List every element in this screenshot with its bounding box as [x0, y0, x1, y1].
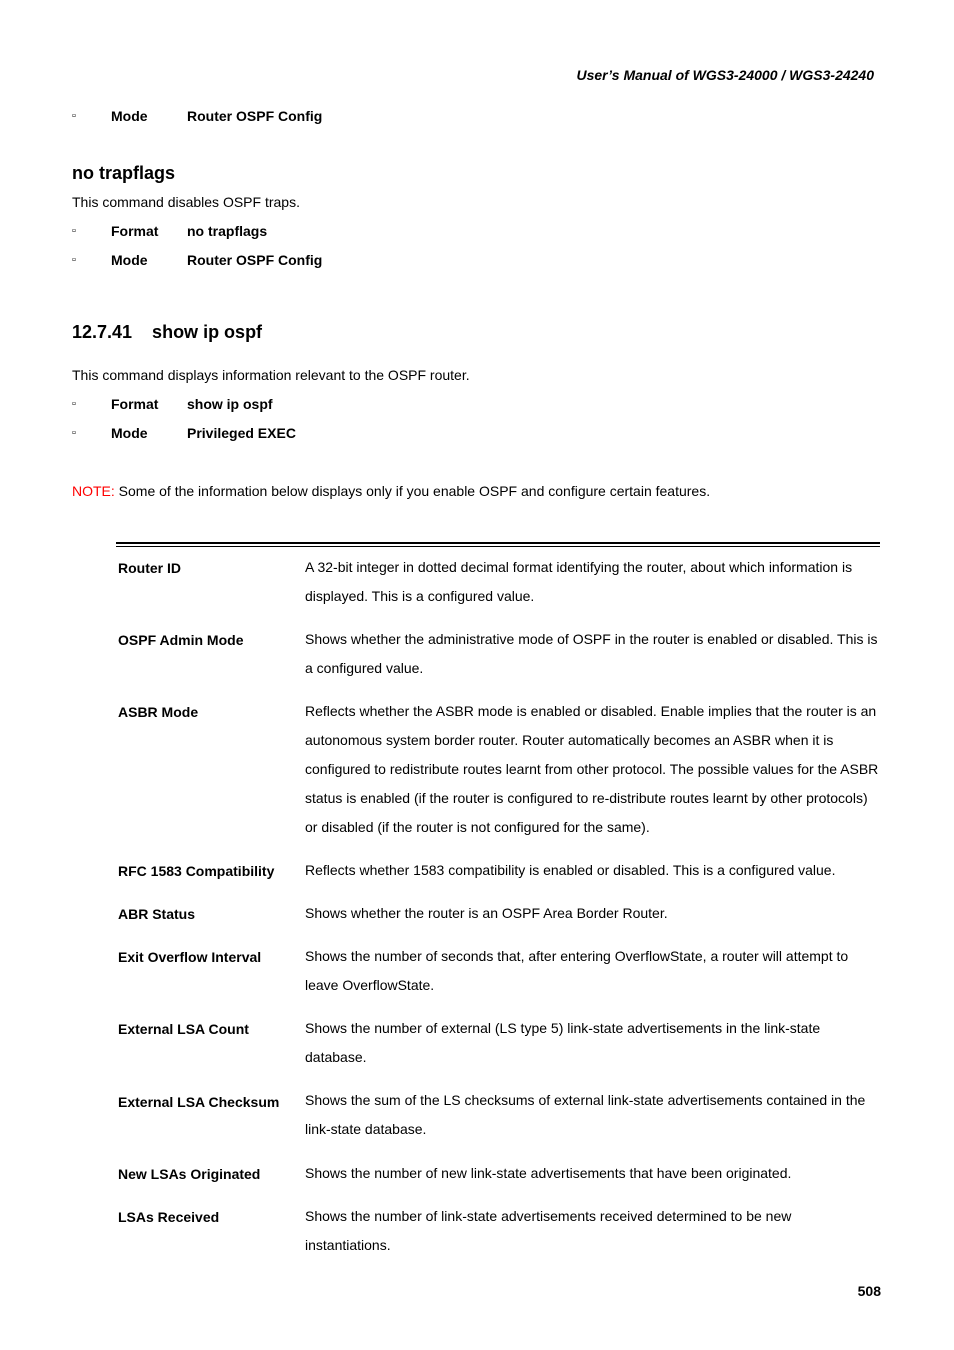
- param-label: Format: [111, 396, 159, 412]
- definition-term: Router ID: [118, 560, 181, 576]
- definition-description: Shows the number of link-state advertisements received determined to be new instantiations.: [305, 1208, 792, 1253]
- param-value: Privileged EXEC: [187, 425, 296, 441]
- definition-term: OSPF Admin Mode: [118, 632, 244, 648]
- no-trapflags-description: This command disables OSPF traps.: [72, 194, 300, 210]
- param-label: Mode: [111, 425, 148, 441]
- note: [72, 483, 710, 499]
- definition-description: Shows whether the router is an OSPF Area Border Router.: [305, 905, 668, 921]
- definition-term: External LSA Count: [118, 1021, 249, 1037]
- note-text: Some of the information below displays only if you enable OSPF and configure certain features.: [114, 483, 711, 499]
- bullet-icon: ▫: [72, 254, 76, 266]
- note-label: NOTE:: [72, 483, 115, 499]
- definition-term: RFC 1583 Compatibility: [118, 863, 275, 879]
- param-label: Format: [111, 223, 159, 239]
- page-header-title: User’s Manual of WGS3-24000 / WGS3-24240: [576, 67, 874, 83]
- definition-term: ASBR Mode: [118, 704, 199, 720]
- definition-description: Shows the number of seconds that, after entering OverflowState, a router will attempt to leave OverflowState.: [305, 948, 849, 993]
- param-label: Mode: [111, 252, 148, 268]
- bullet-icon: ▫: [72, 110, 76, 122]
- section-heading: 12.7.41 show ip ospf: [72, 322, 263, 342]
- table-top-rule-thin: [116, 546, 880, 547]
- definition-term: LSAs Received: [118, 1209, 220, 1225]
- show-ip-ospf-description: This command displays information relevant to the OSPF router.: [72, 367, 470, 383]
- table-top-rule: [116, 542, 880, 544]
- param-value: show ip ospf: [187, 396, 273, 412]
- definition-description: A 32-bit integer in dotted decimal format identifying the router, about which information is displayed. This is a configured value.: [305, 559, 853, 604]
- page-number: 508: [857, 1283, 881, 1299]
- bullet-icon: ▫: [72, 225, 76, 237]
- definition-description: Shows the number of new link-state advertisements that have been originated.: [305, 1165, 792, 1181]
- definition-description: Reflects whether the ASBR mode is enabled or disabled. Enable implies that the router is an autonomous system border router. Router automatically becomes an ASBR when it is configured to redistribute routes learnt from other protocol. The possible values for the ASBR status is enabled (if the router is configured to re-distribute routes learnt by other protocols) or disabled (if the router is not configured for the same).: [305, 703, 879, 835]
- definition-description: Shows the number of external (LS type 5) link-state advertisements in the link-state database.: [305, 1020, 821, 1065]
- no-trapflags-heading: no trapflags: [72, 163, 176, 183]
- bullet-icon: ▫: [72, 398, 76, 410]
- param-value: Router OSPF Config: [187, 108, 323, 124]
- bullet-icon: ▫: [72, 427, 76, 439]
- definition-description: Shows whether the administrative mode of OSPF in the router is enabled or disabled. This is a configured value.: [305, 631, 878, 676]
- definition-term: Exit Overflow Interval: [118, 949, 262, 965]
- param-label: Mode: [111, 108, 148, 124]
- definition-term: ABR Status: [118, 906, 196, 922]
- definition-term: New LSAs Originated: [118, 1166, 261, 1182]
- definition-description: Reflects whether 1583 compatibility is enabled or disabled. This is a configured value.: [305, 862, 836, 878]
- param-value: no trapflags: [187, 223, 268, 239]
- param-value: Router OSPF Config: [187, 252, 323, 268]
- definition-description: Shows the sum of the LS checksums of external link-state advertisements contained in the link-state database.: [305, 1092, 866, 1137]
- definition-term: External LSA Checksum: [118, 1094, 280, 1110]
